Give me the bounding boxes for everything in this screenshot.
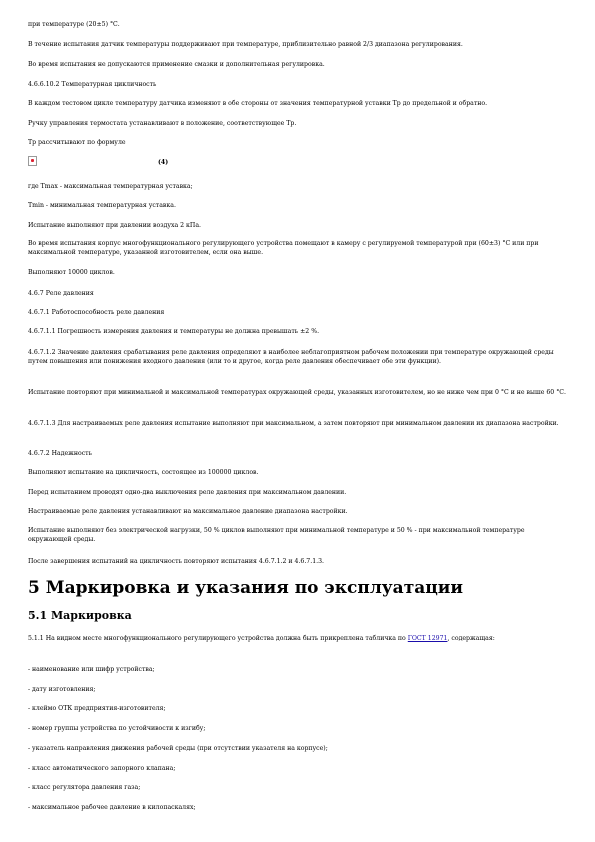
broken-image-icon <box>28 156 37 166</box>
paragraph: Выполняют 10000 циклов. <box>28 269 115 276</box>
list-item: - максимальное рабочее давление в килопаскалях; <box>28 804 196 811</box>
paragraph: Tmin - минимальная температурная уставка. <box>28 202 176 209</box>
paragraph-text: , содержащая: <box>447 635 495 642</box>
paragraph: После завершения испытаний на цикличность повторяют испытания 4.6.7.1.2 и 4.6.7.1.3. <box>28 558 325 565</box>
paragraph: Перед испытанием проводят одно-два выключения реле давления при максимальном давлении. <box>28 489 347 496</box>
paragraph: 4.6.7.1.1 Погрешность измерения давления и температуры не должна превышать ±2 %. <box>28 328 320 335</box>
paragraph-text: 5.1.1 На видном месте многофункционального регулирующего устройства должна быть прикреплена табличка по <box>28 635 408 642</box>
paragraph: Настраиваемые реле давления устанавливают на максимальное давление диапазона настройки. <box>28 508 348 515</box>
list-item: - клеймо ОТК предприятия-изготовителя; <box>28 705 166 712</box>
paragraph: где Tmax - максимальная температурная уставка; <box>28 183 193 190</box>
paragraph: В течение испытания датчик температуры поддерживают при температуре, приблизительно равной 2/3 диапазона регулирования. <box>28 41 463 48</box>
section-heading: 5 Маркировка и указания по эксплуатации <box>28 578 464 598</box>
clause-heading: 4.6.7.2 Надежность <box>28 450 92 457</box>
formula-number: (4) <box>158 159 169 166</box>
clause-heading: 4.6.6.10.2 Температурная цикличность <box>28 81 157 88</box>
list-item: - номер группы устройства по устойчивости к изгибу; <box>28 725 206 732</box>
paragraph <box>28 634 568 643</box>
clause-heading: 4.6.7.1 Работоспособность реле давления <box>28 309 165 316</box>
list-item: - дату изготовления; <box>28 686 96 693</box>
paragraph: Испытание выполняют без электрической нагрузки, 50 % циклов выполняют при минимальной температуре и 50 % - при максимальной температуре окружающей среды. <box>28 527 525 543</box>
list-item: - класс автоматического запорного клапана; <box>28 765 176 772</box>
list-item: - класс регулятора давления газа; <box>28 784 141 791</box>
paragraph: 4.6.7.1.2 Значение давления срабатывания реле давления определяют в наиболее неблагоприятном рабочем положении при температуре окружающей среды путем повышения или понижения входного давления (или то и другое, когда реле давления обеспечивает обе эти функции). <box>28 349 554 365</box>
paragraph: Tр рассчитывают по формуле <box>28 139 126 146</box>
paragraph: Во время испытания не допускаются применение смазки и дополнительная регулировка. <box>28 61 325 68</box>
gost-link[interactable]: ГОСТ 12971 <box>407 635 448 642</box>
formula <box>28 156 568 170</box>
subsection-heading: 5.1 Маркировка <box>28 609 132 622</box>
paragraph: Испытание повторяют при минимальной и максимальной температурах окружающей среды, указанных изготовителем, но не ниже чем при 0 °С и не выше 60 °С. <box>28 389 566 396</box>
paragraph: В каждом тестовом цикле температуру датчика изменяют в обе стороны от значения температурной уставки Tр до предельной и обратно. <box>28 100 488 107</box>
paragraph: Во время испытания корпус многофункционального регулирующего устройства помещают в камеру с регулируемой температурой при (60±3) °С или при максимальной температуре, указанной изготовителем, если она выше. <box>28 240 539 256</box>
clause-heading: 4.6.7 Реле давления <box>28 290 94 297</box>
paragraph: Ручку управления термостата устанавливают в положение, соответствующее Tр. <box>28 120 297 127</box>
list-item: - указатель направления движения рабочей среды (при отсутствии указателя на корпусе); <box>28 745 328 752</box>
list-item: - наименование или шифр устройства; <box>28 666 155 673</box>
paragraph: Испытание выполняют при давлении воздуха 2 кПа. <box>28 222 201 229</box>
paragraph: 4.6.7.1.3 Для настраиваемых реле давления испытание выполняют при максимальном, а затем повторяют при минимальном давлении их диапазона настройки. <box>28 420 559 427</box>
paragraph: Выполняют испытание на цикличность, состоящее из 100000 циклов. <box>28 469 259 476</box>
paragraph: при температуре (20±5) °С. <box>28 21 120 28</box>
